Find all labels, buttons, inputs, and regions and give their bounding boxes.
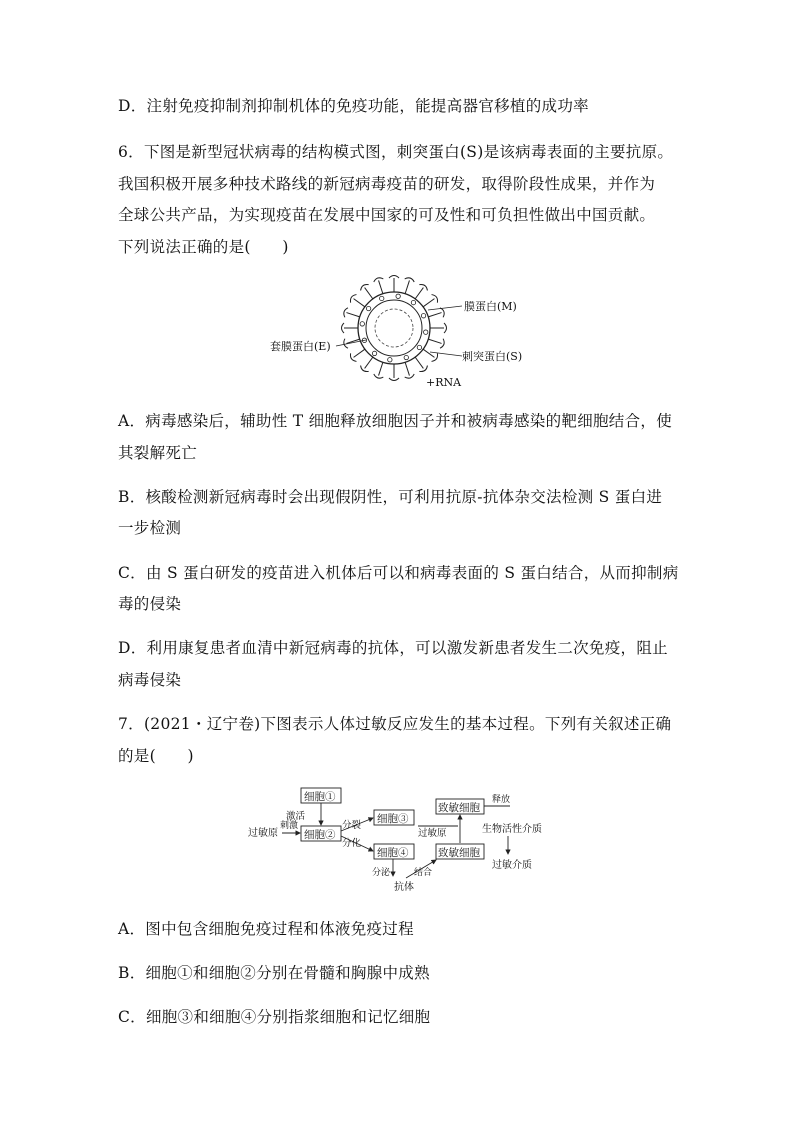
allergen-left-label: 过敏原 xyxy=(248,828,278,839)
bind-label: 结合 xyxy=(414,868,433,878)
membrane-protein-dot xyxy=(396,294,400,298)
activate-label: 激活 xyxy=(286,811,306,822)
cell3-label: 细胞③ xyxy=(377,813,409,825)
sensitized-cell-top-label: 致敏细胞 xyxy=(438,802,480,814)
stimulate-label: 刺激 xyxy=(280,821,299,831)
membrane-protein-dot xyxy=(417,345,421,349)
membrane-protein-dot xyxy=(424,330,428,334)
allergy-process-diagram xyxy=(246,784,546,896)
bioactive-label: 生物活性介质 xyxy=(482,824,542,835)
envelope-protein-label: 套膜蛋白(E) xyxy=(270,340,331,353)
q6-option-d-line-1: D．利用康复患者血清中新冠病毒的抗体，可以激发新患者发生二次免疫，阻止 xyxy=(118,639,668,657)
membrane-protein-dot xyxy=(421,314,425,318)
q7-option-a: A．图中包含细胞免疫过程和体液免疫过程 xyxy=(118,920,414,938)
q5-option-d: D．注射免疫抑制剂抑制机体的免疫功能，能提高器官移植的成功率 xyxy=(118,97,589,115)
divide-label: 分裂 xyxy=(342,820,362,831)
spike-stem xyxy=(428,313,441,317)
spike-head xyxy=(342,323,345,333)
spike-stem xyxy=(428,339,441,343)
spike-head xyxy=(389,378,399,381)
release-label: 释放 xyxy=(492,795,511,805)
spike-head xyxy=(432,295,438,303)
spike-protein-label: 刺突蛋白(S) xyxy=(462,350,523,363)
q6-option-c-line-2: 毒的侵染 xyxy=(118,595,182,613)
q6-option-a-line-2: 其裂解死亡 xyxy=(118,444,198,462)
q7-option-b: B．细胞①和细胞②分别在骨髓和胸腺中成熟 xyxy=(118,964,430,982)
spike-protein-leader xyxy=(430,352,462,356)
spike-head xyxy=(419,284,427,290)
spike-stem xyxy=(423,299,434,307)
antibody-label: 抗体 xyxy=(394,882,414,893)
cell1-label: 细胞① xyxy=(304,791,336,803)
spike-stem xyxy=(405,280,409,293)
coronavirus-structure-diagram xyxy=(266,270,536,394)
sensitized-cell-bottom-label: 致敏细胞 xyxy=(438,847,480,859)
rna-label: +RNA xyxy=(426,376,462,389)
differentiate-label: 分化 xyxy=(342,838,362,849)
spike-stem xyxy=(354,349,365,357)
allergic-medium-label: 过敏介质 xyxy=(492,860,532,871)
q6-option-d-line-2: 病毒侵染 xyxy=(118,671,182,689)
q6-option-b-line-1: B．核酸检测新冠病毒时会出现假阴性，可利用抗原-抗体杂交法检测 S 蛋白进 xyxy=(118,488,663,506)
q6-stem-line-3: 全球公共产品，为实现疫苗在发展中国家的可及性和可负担性做出中国贡献。 xyxy=(118,206,656,224)
membrane-protein-dot xyxy=(388,358,392,362)
cell2-label: 细胞② xyxy=(304,829,336,841)
spike-head xyxy=(444,323,447,333)
membrane-protein-dot xyxy=(372,351,376,355)
spike-head xyxy=(350,295,356,303)
spike-head xyxy=(361,284,369,290)
spike-head xyxy=(432,353,438,361)
spike-head xyxy=(361,366,369,372)
spike-head xyxy=(389,276,399,279)
q6-option-c-line-1: C．由 S 蛋白研发的疫苗进入机体后可以和病毒表面的 S 蛋白结合，从而抑制病 xyxy=(118,564,679,582)
q6-option-b-line-2: 一步检测 xyxy=(118,519,182,537)
membrane-protein-dot xyxy=(360,322,364,326)
spike-stem xyxy=(423,349,434,357)
membrane-protein-label: 膜蛋白(M) xyxy=(464,300,517,313)
spike-stem xyxy=(365,357,373,368)
q6-option-a-line-1: A．病毒感染后，辅助性 T 细胞释放细胞因子并和被病毒感染的靶细胞结合，使 xyxy=(118,412,672,430)
q6-stem-line-1: 6．下图是新型冠状病毒的结构模式图，刺突蛋白(S)是该病毒表面的主要抗原。 xyxy=(118,143,674,161)
membrane-protein-leader xyxy=(428,306,462,310)
spike-head xyxy=(350,353,356,361)
spike-stem xyxy=(415,288,423,299)
spike-stem xyxy=(365,288,373,299)
secrete-label: 分泌 xyxy=(372,868,391,878)
spike-stem xyxy=(379,362,383,375)
q6-stem-line-2: 我国积极开展多种技术路线的新冠病毒疫苗的研发，取得阶段性成果，并作为 xyxy=(118,175,656,193)
spike-stem xyxy=(354,299,365,307)
spike-head xyxy=(419,366,427,372)
membrane-protein-dot xyxy=(366,306,370,310)
membrane-protein-dot xyxy=(411,300,415,304)
membrane-protein-dot xyxy=(404,355,408,359)
spike-stem xyxy=(415,357,423,368)
q6-stem-line-4: 下列说法正确的是( ) xyxy=(118,238,289,256)
q7-stem-line-1: 7．(2021・辽宁卷)下图表示人体过敏反应发生的基本过程。下列有关叙述正确 xyxy=(118,715,672,733)
allergen-mid-label: 过敏原 xyxy=(418,828,447,839)
membrane-protein-dot xyxy=(380,296,384,300)
q7-option-c: C．细胞③和细胞④分别指浆细胞和记忆细胞 xyxy=(118,1008,431,1026)
spike-stem xyxy=(405,362,409,375)
spike-stem xyxy=(379,280,383,293)
virus-particle xyxy=(342,276,447,381)
cell4-label: 细胞④ xyxy=(377,847,409,859)
spike-stem xyxy=(346,313,359,317)
q7-stem-line-2: 的是( ) xyxy=(118,747,194,765)
